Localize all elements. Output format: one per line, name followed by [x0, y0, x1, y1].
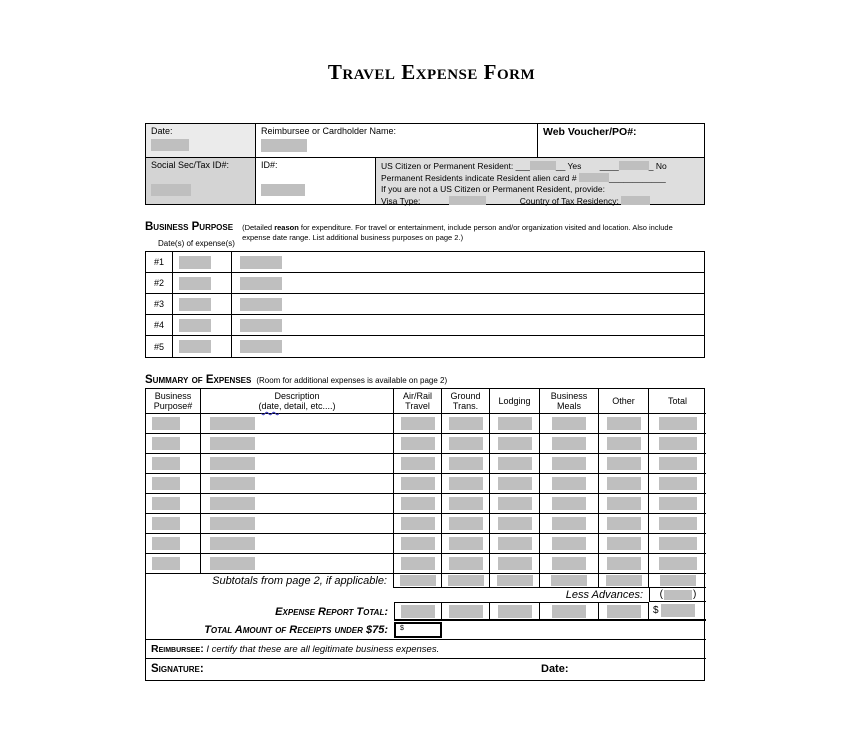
subtotal-other-cell[interactable] — [599, 574, 649, 588]
misspelled-date-word: date — [261, 401, 279, 411]
bp-description-cell[interactable] — [232, 336, 704, 357]
expense-purpose-cell[interactable] — [146, 534, 201, 554]
expense-ground-cell[interactable] — [442, 434, 490, 454]
col-header-line: Purpose# — [153, 401, 193, 411]
col-header-other: Other — [599, 389, 649, 414]
paren: ( — [258, 401, 262, 411]
bp-description-cell[interactable] — [232, 252, 704, 272]
value-redacted[interactable] — [551, 575, 587, 586]
expense-meals-cell[interactable] — [540, 514, 599, 534]
value-redacted[interactable] — [152, 537, 180, 550]
web-voucher-label: Web Voucher/PO#: — [543, 126, 637, 138]
value-redacted[interactable] — [210, 517, 255, 530]
expense-air-rail-cell[interactable] — [394, 474, 442, 494]
expense-total-cell[interactable] — [649, 514, 706, 534]
expense-purpose-cell[interactable] — [146, 494, 201, 514]
expense-meals-cell[interactable] — [540, 434, 599, 454]
col-header-lodging: Lodging — [490, 389, 540, 414]
value-redacted[interactable] — [552, 537, 586, 550]
value-redacted[interactable] — [664, 590, 692, 600]
value-redacted[interactable] — [152, 497, 180, 510]
value-redacted[interactable] — [449, 417, 483, 430]
bp-date-redacted[interactable] — [179, 256, 211, 269]
certify-statement: I certify that these are all legitimate business expenses. — [206, 644, 440, 655]
bp-row-label: #3 — [146, 294, 173, 314]
expense-air-rail-cell[interactable] — [394, 514, 442, 534]
expense-meals-cell[interactable] — [540, 414, 599, 434]
value-redacted[interactable] — [401, 537, 435, 550]
yes-blank2[interactable]: __ — [555, 161, 566, 171]
value-redacted[interactable] — [552, 457, 586, 470]
col-header-line: Ground — [450, 390, 481, 401]
value-redacted[interactable] — [449, 497, 483, 510]
report-total-meals-cell[interactable] — [540, 602, 599, 621]
expense-air-rail-cell[interactable] — [394, 554, 442, 574]
expense-other-cell[interactable] — [599, 494, 649, 514]
expense-description-cell[interactable] — [201, 554, 394, 574]
value-redacted[interactable] — [401, 417, 435, 430]
expense-air-rail-cell[interactable] — [394, 414, 442, 434]
no-blank2[interactable]: _ — [648, 161, 654, 171]
bp-row-label: #4 — [146, 315, 173, 335]
less-advances-amount-cell[interactable] — [649, 588, 706, 602]
col-header-business-purpose — [146, 389, 201, 414]
page-title: Travel Expense Form — [327, 60, 536, 84]
value-redacted[interactable] — [659, 417, 697, 430]
value-redacted[interactable] — [498, 497, 532, 510]
value-redacted[interactable] — [607, 417, 641, 430]
expense-air-rail-cell[interactable] — [394, 454, 442, 474]
business-purpose-row — [146, 336, 704, 357]
col-header-line: Business — [550, 390, 588, 401]
date-label: Date: — [151, 126, 173, 136]
value-redacted[interactable] — [401, 477, 435, 490]
value-redacted[interactable] — [659, 437, 697, 450]
visa-type-label: Visa Type: — [381, 196, 421, 206]
less-advances-label: Less Advances: — [565, 589, 643, 601]
receipts-amount-box[interactable] — [394, 622, 442, 638]
value-redacted[interactable] — [659, 517, 697, 530]
business-purpose-table — [145, 251, 705, 358]
value-redacted[interactable] — [607, 437, 641, 450]
reimbursee-label: Reimbursee or Cardholder Name: — [261, 126, 397, 136]
expense-total-cell[interactable] — [649, 414, 706, 434]
business-purpose-note — [242, 221, 694, 242]
value-redacted[interactable] — [210, 557, 255, 570]
bp-description-cell[interactable] — [232, 315, 704, 335]
dollar-sign: $ — [400, 625, 404, 632]
report-total-grand-cell[interactable] — [649, 602, 706, 621]
expense-description-cell[interactable] — [201, 474, 394, 494]
ssn-value-redacted[interactable] — [151, 184, 191, 196]
value-redacted[interactable] — [498, 517, 532, 530]
expense-description-cell[interactable] — [201, 454, 394, 474]
expense-meals-cell[interactable] — [540, 474, 599, 494]
note-bold-word: reason — [274, 223, 299, 232]
bp-description-redacted[interactable] — [240, 319, 282, 332]
tax-residency-label: Country of Tax Residency: — [519, 196, 619, 206]
expense-lodging-cell[interactable] — [490, 474, 540, 494]
value-redacted[interactable] — [552, 477, 586, 490]
signature-label: Signature: — [151, 663, 204, 675]
value-redacted[interactable] — [659, 497, 697, 510]
bp-row-label: #2 — [146, 273, 173, 293]
value-redacted[interactable] — [607, 477, 641, 490]
value-redacted[interactable] — [659, 557, 697, 570]
business-purpose-row — [146, 315, 704, 336]
summary-note: (Room for additional expenses is available on page 2) — [256, 376, 448, 385]
value-redacted[interactable] — [152, 457, 180, 470]
report-total-air-rail-cell[interactable] — [394, 602, 442, 621]
value-redacted[interactable] — [152, 477, 180, 490]
col-header-line: Meals — [556, 401, 581, 411]
value-redacted[interactable] — [607, 537, 641, 550]
expense-ground-cell[interactable] — [442, 474, 490, 494]
value-redacted[interactable] — [210, 437, 255, 450]
expense-total-cell[interactable] — [649, 534, 706, 554]
bp-row-label: #5 — [146, 336, 173, 357]
non-citizen-line: If you are not a US Citizen or Permanent Resident, provide: — [381, 184, 605, 194]
value-redacted[interactable] — [659, 457, 697, 470]
reimbursee-field-cell — [256, 124, 538, 157]
no-label: No — [655, 161, 667, 171]
bp-description-redacted[interactable] — [240, 340, 282, 353]
col-header-line — [201, 401, 393, 412]
expense-total-cell[interactable] — [649, 554, 706, 574]
bp-date-redacted[interactable] — [179, 277, 211, 290]
col-header-line: Travel — [405, 401, 430, 411]
value-redacted[interactable] — [152, 517, 180, 530]
summary-title: Summary of Expenses — [145, 374, 252, 386]
reimbursee-value-redacted[interactable] — [261, 139, 307, 152]
value-redacted[interactable] — [448, 575, 484, 586]
value-redacted[interactable] — [449, 557, 483, 570]
value-redacted[interactable] — [152, 557, 180, 570]
id-value-redacted[interactable] — [261, 184, 305, 196]
value-redacted[interactable] — [498, 605, 532, 618]
expense-meals-cell[interactable] — [540, 454, 599, 474]
value-redacted[interactable] — [497, 575, 533, 586]
value-redacted[interactable] — [210, 497, 255, 510]
col-header-air-rail — [394, 389, 442, 414]
expense-lodging-cell[interactable] — [490, 414, 540, 434]
value-redacted[interactable] — [659, 477, 697, 490]
value-redacted[interactable] — [449, 457, 483, 470]
tax-residency-value-redacted[interactable] — [621, 196, 650, 205]
value-redacted[interactable] — [401, 517, 435, 530]
value-redacted[interactable] — [401, 497, 435, 510]
value-redacted[interactable] — [607, 517, 641, 530]
reimbursee-label: Reimbursee: — [151, 643, 204, 655]
yes-label: Yes — [567, 161, 582, 171]
report-total-ground-cell[interactable] — [442, 602, 490, 621]
signature-date-label: Date: — [541, 663, 569, 675]
bp-date-cell[interactable] — [173, 252, 232, 272]
summary-table — [145, 388, 705, 681]
id-field-cell — [256, 158, 376, 204]
expense-total-cell[interactable] — [649, 434, 706, 454]
col-header-line: Trans. — [452, 401, 479, 411]
subtotal-air-rail-cell[interactable] — [394, 574, 442, 588]
yes-value-redacted[interactable] — [530, 161, 556, 170]
expense-description-cell[interactable] — [201, 434, 394, 454]
value-redacted[interactable] — [498, 477, 532, 490]
value-redacted[interactable] — [401, 457, 435, 470]
bp-date-cell[interactable] — [173, 315, 232, 335]
expense-purpose-cell[interactable] — [146, 454, 201, 474]
value-redacted[interactable] — [552, 517, 586, 530]
bp-description-redacted[interactable] — [240, 298, 282, 311]
expense-description-cell[interactable] — [201, 414, 394, 434]
bp-row-label: #1 — [146, 252, 173, 272]
no-blank[interactable]: ____ — [599, 161, 619, 171]
date-field-cell — [146, 124, 256, 157]
col-header-line: Business — [154, 390, 192, 401]
receipts-under-75-label: Total Amount of Receipts under $75: — [204, 624, 388, 636]
expense-ground-cell[interactable] — [442, 554, 490, 574]
value-redacted[interactable] — [498, 537, 532, 550]
bp-description-cell[interactable] — [232, 273, 704, 293]
subtotal-ground-cell[interactable] — [442, 574, 490, 588]
report-total-lodging-cell[interactable] — [490, 602, 540, 621]
paren: ( — [659, 589, 663, 600]
visa-type-value-redacted[interactable] — [449, 196, 486, 205]
signature-row[interactable] — [146, 658, 706, 680]
expense-description-cell[interactable] — [201, 494, 394, 514]
web-voucher-field-cell[interactable] — [538, 124, 704, 157]
col-header-description — [201, 389, 394, 414]
expense-lodging-cell[interactable] — [490, 514, 540, 534]
value-redacted[interactable] — [607, 457, 641, 470]
expense-meals-cell[interactable] — [540, 534, 599, 554]
alien-card-line — [381, 172, 699, 184]
col-header-rest: , detail, etc....) — [279, 401, 336, 411]
value-redacted[interactable] — [210, 477, 255, 490]
bp-date-cell[interactable] — [173, 273, 232, 293]
report-total-other-cell[interactable] — [599, 602, 649, 621]
expense-air-rail-cell[interactable] — [394, 534, 442, 554]
value-redacted[interactable] — [401, 557, 435, 570]
bp-date-redacted[interactable] — [179, 319, 211, 332]
subtotal-total-cell[interactable] — [649, 574, 706, 588]
expense-other-cell[interactable] — [599, 414, 649, 434]
col-header-line: Description — [274, 390, 320, 401]
alien-card-blank[interactable]: ____________ — [609, 173, 666, 183]
value-redacted[interactable] — [210, 417, 255, 430]
expense-other-cell[interactable] — [599, 454, 649, 474]
expense-lodging-cell[interactable] — [490, 454, 540, 474]
summary-heading — [145, 374, 447, 386]
business-purpose-row — [146, 294, 704, 315]
expense-ground-cell[interactable] — [442, 414, 490, 434]
expense-other-cell[interactable] — [599, 554, 649, 574]
header-row-2 — [146, 157, 704, 204]
expense-lodging-cell[interactable] — [490, 494, 540, 514]
expense-report-total-label: Expense Report Total: — [275, 605, 388, 618]
expense-ground-cell[interactable] — [442, 514, 490, 534]
bp-description-cell[interactable] — [232, 294, 704, 314]
bp-date-redacted[interactable] — [179, 340, 211, 353]
note-post: for expenditure. For travel or entertainment, include person and/or organization visited and location. Also include expense date range. List additional business purposes on page 2.) — [242, 223, 673, 242]
col-header-business-meals — [540, 389, 599, 414]
alien-card-value-redacted[interactable] — [579, 173, 609, 182]
no-value-redacted[interactable] — [619, 161, 649, 170]
value-redacted[interactable] — [401, 605, 435, 618]
col-header-ground — [442, 389, 490, 414]
dates-of-expense-label: Date(s) of expense(s) — [158, 239, 235, 248]
expense-air-rail-cell[interactable] — [394, 434, 442, 454]
expense-purpose-cell[interactable] — [146, 514, 201, 534]
value-redacted[interactable] — [210, 537, 255, 550]
bp-description-redacted[interactable] — [240, 256, 282, 269]
expense-air-rail-cell[interactable] — [394, 494, 442, 514]
value-redacted[interactable] — [607, 497, 641, 510]
value-redacted[interactable] — [498, 457, 532, 470]
value-redacted[interactable] — [498, 417, 532, 430]
ssn-label: Social Sec/Tax ID#: — [151, 160, 230, 170]
receipts-row-filler — [442, 621, 706, 639]
business-purpose-row — [146, 273, 704, 294]
value-redacted[interactable] — [552, 437, 586, 450]
value-redacted[interactable] — [498, 437, 532, 450]
expense-purpose-cell[interactable] — [146, 434, 201, 454]
business-purpose-title: Business Purpose — [145, 221, 234, 233]
bp-date-redacted[interactable] — [179, 298, 211, 311]
value-redacted[interactable] — [552, 605, 586, 618]
col-header-line: Air/Rail — [402, 390, 432, 401]
expense-other-cell[interactable] — [599, 434, 649, 454]
expense-total-cell[interactable] — [649, 494, 706, 514]
value-redacted[interactable] — [152, 417, 180, 430]
bp-date-cell[interactable] — [173, 336, 232, 357]
header-row-1 — [146, 124, 704, 157]
subtotal-lodging-cell[interactable] — [490, 574, 540, 588]
date-value-redacted[interactable] — [151, 139, 189, 151]
expense-purpose-cell[interactable] — [146, 474, 201, 494]
citizen-question-line — [381, 160, 699, 172]
paren: ) — [693, 589, 697, 600]
value-redacted[interactable] — [660, 575, 696, 586]
expense-other-cell[interactable] — [599, 534, 649, 554]
value-redacted[interactable] — [449, 517, 483, 530]
value-redacted[interactable] — [449, 437, 483, 450]
value-redacted[interactable] — [661, 604, 695, 617]
subtotal-meals-cell[interactable] — [540, 574, 599, 588]
value-redacted[interactable] — [607, 557, 641, 570]
value-redacted[interactable] — [498, 557, 532, 570]
ssn-field-cell — [146, 158, 256, 204]
business-purpose-row — [146, 252, 704, 273]
expense-ground-cell[interactable] — [442, 494, 490, 514]
value-redacted[interactable] — [606, 575, 642, 586]
id-label: ID#: — [261, 160, 278, 170]
value-redacted[interactable] — [401, 437, 435, 450]
value-redacted[interactable] — [552, 557, 586, 570]
yes-blank[interactable]: ___ — [515, 161, 530, 171]
value-redacted[interactable] — [607, 605, 641, 618]
value-redacted[interactable] — [449, 605, 483, 618]
alien-card-text: Permanent Residents indicate Resident alien card # — [381, 173, 577, 183]
expense-ground-cell[interactable] — [442, 454, 490, 474]
bp-date-cell[interactable] — [173, 294, 232, 314]
header-table — [145, 123, 705, 205]
value-redacted[interactable] — [400, 575, 436, 586]
visa-line — [381, 195, 699, 207]
expense-lodging-cell[interactable] — [490, 554, 540, 574]
expense-other-cell[interactable] — [599, 514, 649, 534]
expense-lodging-cell[interactable] — [490, 534, 540, 554]
value-redacted[interactable] — [552, 417, 586, 430]
citizen-question: US Citizen or Permanent Resident: — [381, 161, 514, 171]
expense-other-cell[interactable] — [599, 474, 649, 494]
value-redacted[interactable] — [449, 477, 483, 490]
subtotals-label: Subtotals from page 2, if applicable: — [146, 574, 394, 588]
expense-meals-cell[interactable] — [540, 554, 599, 574]
expense-description-cell[interactable] — [201, 534, 394, 554]
value-redacted[interactable] — [449, 537, 483, 550]
expense-ground-cell[interactable] — [442, 534, 490, 554]
expense-meals-cell[interactable] — [540, 494, 599, 514]
col-header-total: Total — [649, 389, 706, 414]
expense-lodging-cell[interactable] — [490, 434, 540, 454]
bp-description-redacted[interactable] — [240, 277, 282, 290]
expense-purpose-cell[interactable] — [146, 414, 201, 434]
value-redacted[interactable] — [210, 457, 255, 470]
expense-purpose-cell[interactable] — [146, 554, 201, 574]
citizenship-cell — [376, 158, 704, 204]
dollar-sign: $ — [653, 605, 659, 616]
value-redacted[interactable] — [152, 437, 180, 450]
value-redacted[interactable] — [552, 497, 586, 510]
reimbursee-certification — [146, 639, 706, 658]
value-redacted[interactable] — [659, 537, 697, 550]
expense-description-cell[interactable] — [201, 514, 394, 534]
expense-total-cell[interactable] — [649, 474, 706, 494]
expense-total-cell[interactable] — [649, 454, 706, 474]
note-pre: (Detailed — [242, 223, 275, 232]
